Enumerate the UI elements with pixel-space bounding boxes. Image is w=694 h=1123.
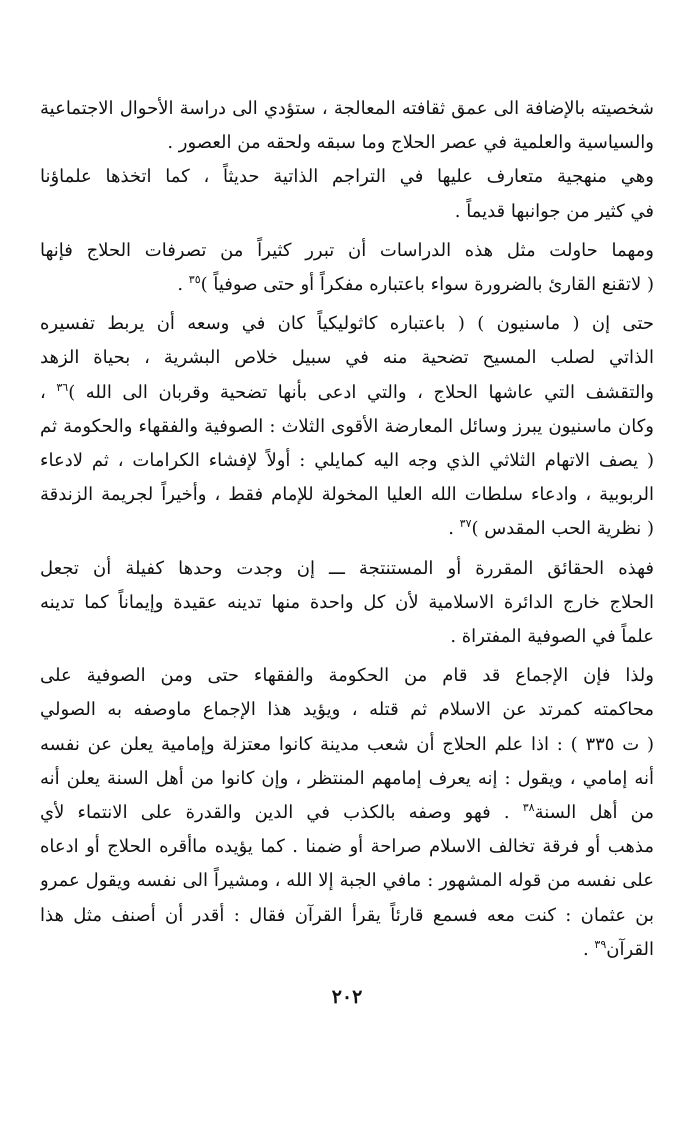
paragraph-1 <box>40 92 654 160</box>
text-line: والسياسية والعلمية في عصر الحلاج وما سبقه ولحقه من العصور . <box>167 132 654 154</box>
text-span: ( نظرية الحب المقدس ) <box>471 518 654 540</box>
text-line: علماً في الصوفية المفتراة . <box>450 626 654 648</box>
text-line: شخصيته بالإضافة الى عمق ثقافته المعالجة ، ستؤدي الى دراسة الأحوال الاجتماعية <box>40 98 654 119</box>
text-span: القرآن <box>606 938 654 960</box>
text-span: . <box>582 938 595 960</box>
text-line: وكان ماسنيون يبرز وسائل المعارضة الأقوى الثلاث : الصوفية والفقهاء والحكومة ثم <box>40 415 654 437</box>
footnote-marker: ٣٨ <box>522 801 535 815</box>
footnote-marker: ٣٥ <box>188 273 201 287</box>
page-body <box>40 92 654 967</box>
paragraph-5 <box>40 552 654 655</box>
text-line: ومهما حاولت مثل هذه الدراسات أن تبرر كثيراً من تصرفات الحلاج فإنها <box>40 239 654 261</box>
text-line: مذهب أو فرقة تخالف الاسلام صراحة أو ضمنا . كما يؤيده ماأقره الحلاج أو ادعاه <box>40 836 654 858</box>
text-line <box>40 933 654 967</box>
text-line: أنه إمامي ، ويقول : إنه يعرف إمامهم المنتظر ، وإن كانوا من أهل السنة يعلن أنه <box>40 767 654 789</box>
text-line: والتقشف التي عاشها الحلاج ، والتي ادعى بأنها تضحية وقربان الى الله )$^{٣٦}$ ، <box>40 380 654 403</box>
text-span: من أهل السنة <box>534 802 654 824</box>
text-line <box>40 796 654 830</box>
text-line: الربوبية ، وادعاء سلطات الله العليا المخولة للإمام فقط ، وأخيراً لجريمة الزندقة <box>40 484 654 506</box>
text-line: في كثير من جوانبها قديماً . <box>454 200 654 222</box>
text-span: . <box>177 274 189 296</box>
text-span: . فهو وصفه بالكذب في الدين والقدرة على الانتماء لأي <box>40 802 523 824</box>
paragraph-2 <box>40 160 654 228</box>
text-line: الذاتي لصلب المسيح تضحية منه في سبيل خلاص البشرية ، بحياة الزهد <box>40 347 654 369</box>
text-line: حتى إن ( ماسنيون ) ( باعتباره كاثوليكياً كان في وسعه أن يربط تفسيره <box>40 313 654 335</box>
paragraph-4 <box>40 307 654 546</box>
paragraph-6 <box>40 659 654 967</box>
text-line: الحلاج خارج الدائرة الاسلامية لأن كل واحدة منها تدينه عقيدة وإيماناً كما تدينه <box>40 591 654 613</box>
text-line: ( ت ٣٣٥ ) : اذا علم الحلاج أن شعب مدينة كانوا معتزلة وإمامية يعلن عن نفسه <box>40 733 654 755</box>
text-line: محاكمته كمرتد عن الاسلام ثم قتله ، ويؤيد هذا الإجماع ماوصفه به الصولي <box>40 699 654 721</box>
text-line: ولذا فإن الإجماع قد قام من الحكومة والفقهاء حتى ومن الصوفية على <box>40 665 654 687</box>
footnote-marker: ٣٩ <box>594 937 607 951</box>
page-number: ٢٠٢ <box>331 986 363 1008</box>
paragraph-3 <box>40 234 654 302</box>
text-line: على نفسه من قوله المشهور : مافي الجبة إلا الله ، ومشيراً الى نفسه ويقول عمرو <box>40 870 654 892</box>
text-span: ( لاتقنع القارئ بالضرورة سواء باعتباره مفكراً أو حتى صوفياً ) <box>200 274 654 296</box>
text-line <box>40 512 654 546</box>
text-span: والتقشف التي عاشها الحلاج ، والتي ادعى بأنها تضحية وقربان الى الله ) <box>68 381 654 403</box>
footnote-marker: ٣٧ <box>459 517 472 531</box>
text-span: . <box>448 518 460 540</box>
text-line: بن عثمان : كنت معه فسمع قارئاً يقرأ القرآن فقال : أقدر أن أصنف مثل هذا <box>40 904 654 926</box>
text-line <box>40 268 654 302</box>
text-line: ( يصف الاتهام الثلاثي الذي وجه اليه كمايلي : أولاً لإفشاء الكرامات ، ثم لادعاء <box>40 450 654 472</box>
text-line: وهي منهجية متعارف عليها في التراجم الذاتية حديثاً ، كما اتخذها علماؤنا <box>40 166 654 188</box>
text-line: فهذه الحقائق المقررة أو المستنتجة ـــ إن وجدت وحدها كفيلة أن تجعل <box>40 557 654 579</box>
footnote-marker: ٣٦ <box>56 380 69 394</box>
